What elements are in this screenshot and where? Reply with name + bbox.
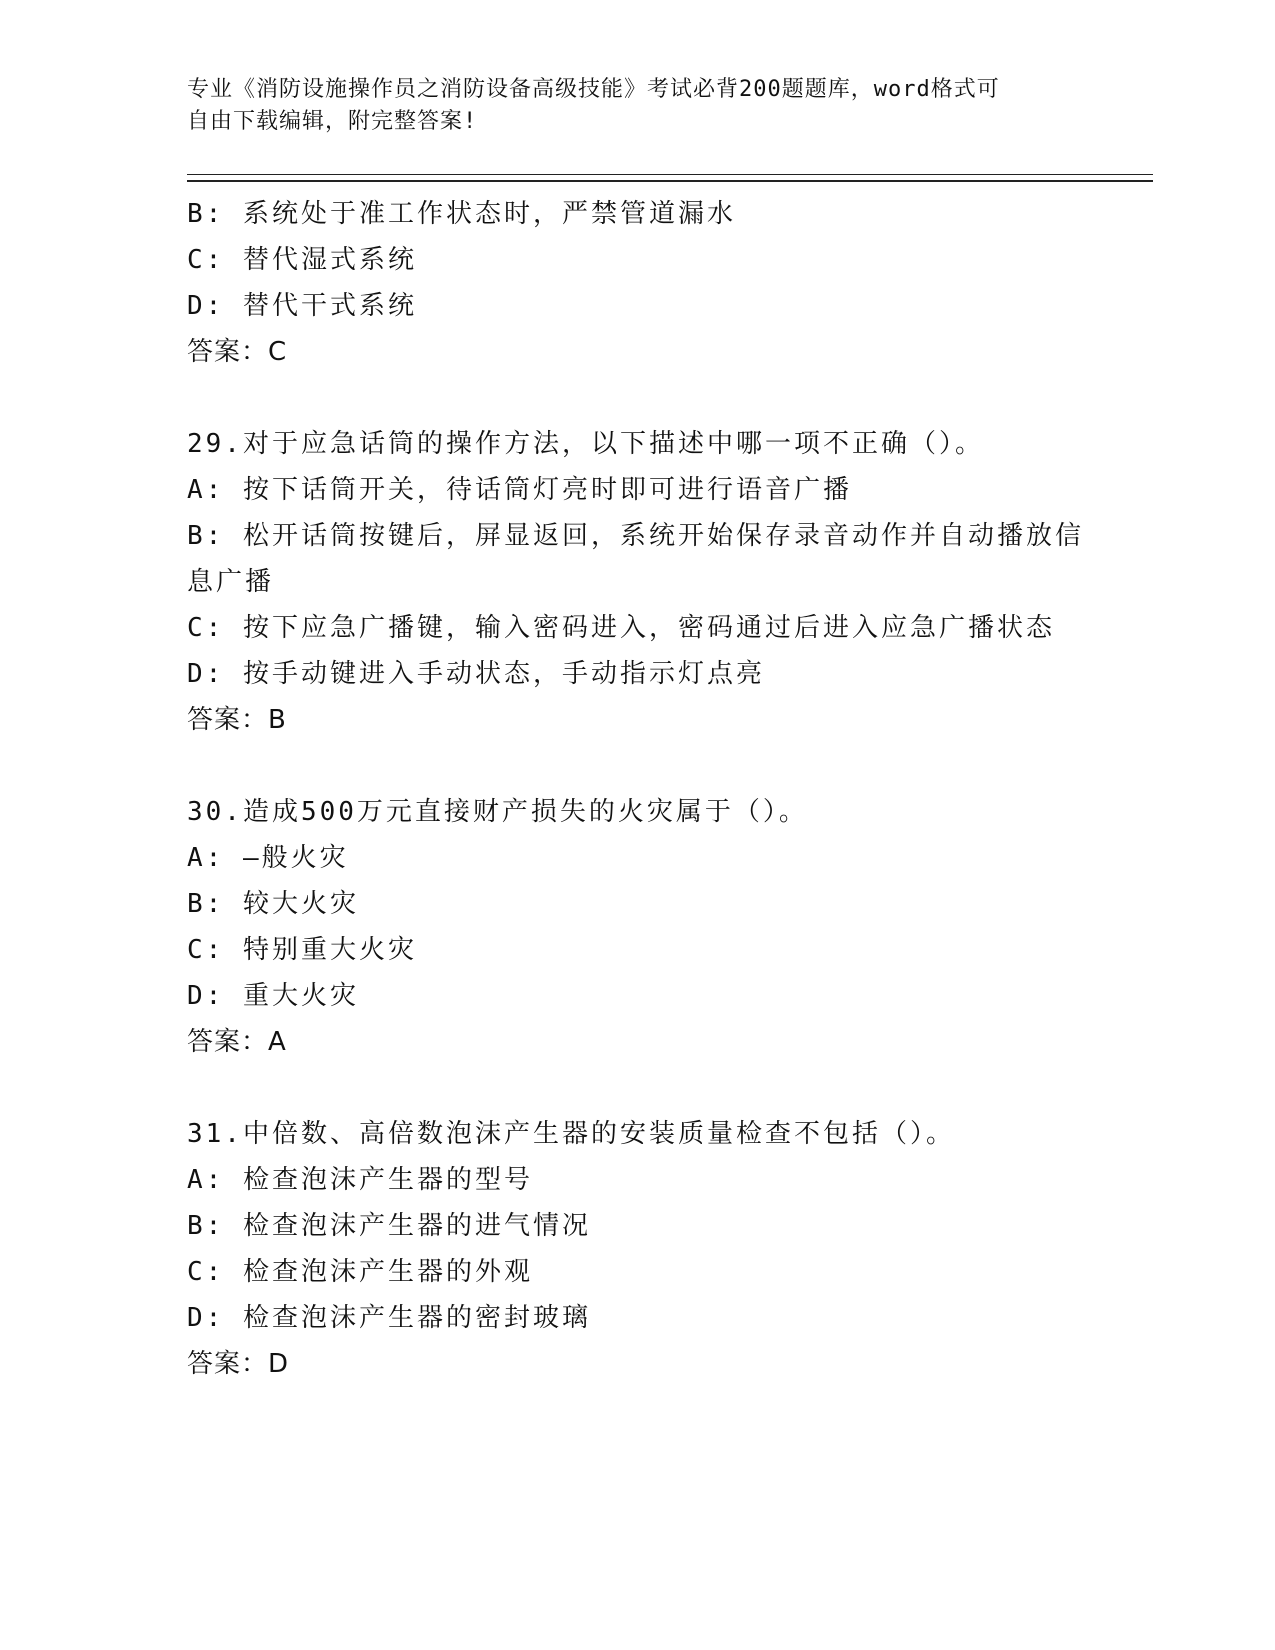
header-divider-thin	[187, 174, 1153, 175]
spacer	[187, 1065, 1087, 1111]
answer-line: 答案：C	[187, 337, 288, 367]
option-b: B: 检查泡沫产生器的进气情况	[187, 1211, 591, 1241]
question-stem: 30.造成500万元直接财产损失的火灾属于（）。	[187, 797, 808, 827]
option-b-continued: 息广播	[187, 567, 275, 597]
spacer	[187, 743, 1087, 789]
question-block-30	[187, 789, 1087, 1065]
question-block-28	[187, 191, 1087, 375]
spacer	[187, 375, 1087, 421]
option-c: C: 替代湿式系统	[187, 245, 417, 275]
option-b: B: 系统处于准工作状态时，严禁管道漏水	[187, 199, 736, 229]
question-list	[187, 191, 1087, 1387]
option-c: C: 特别重大火灾	[187, 935, 417, 965]
option-a: A: 检查泡沫产生器的型号	[187, 1165, 533, 1195]
question-block-31	[187, 1111, 1087, 1387]
question-stem: 31.中倍数、高倍数泡沫产生器的安装质量检查不包括（）。	[187, 1119, 955, 1149]
answer-line: 答案：D	[187, 1349, 290, 1379]
option-d: D: 按手动键进入手动状态，手动指示灯点亮	[187, 659, 765, 689]
option-a: A: 按下话筒开关，待话筒灯亮时即可进行语音广播	[187, 475, 852, 505]
header-divider-thick	[187, 180, 1153, 182]
option-d: D: 检查泡沫产生器的密封玻璃	[187, 1303, 591, 1333]
option-d: D: 重大火灾	[187, 981, 359, 1011]
option-c: C: 按下应急广播键，输入密码进入，密码通过后进入应急广播状态	[187, 613, 1055, 643]
document-header	[187, 74, 1077, 138]
question-stem: 29.对于应急话筒的操作方法，以下描述中哪一项不正确（）。	[187, 429, 984, 459]
question-block-29	[187, 421, 1087, 743]
option-b: B: 较大火灾	[187, 889, 359, 919]
answer-line: 答案：B	[187, 705, 287, 735]
option-d: D: 替代干式系统	[187, 291, 417, 321]
header-line-2: 自由下载编辑，附完整答案!	[187, 109, 478, 134]
answer-line: 答案：A	[187, 1027, 287, 1057]
option-c: C: 检查泡沫产生器的外观	[187, 1257, 533, 1287]
option-b: B: 松开话筒按键后，屏显返回，系统开始保存录音动作并自动播放信	[187, 521, 1084, 551]
header-line-1: 专业《消防设施操作员之消防设备高级技能》考试必背200题题库，word格式可	[187, 77, 1000, 102]
option-a: A: —般火灾	[187, 843, 349, 873]
